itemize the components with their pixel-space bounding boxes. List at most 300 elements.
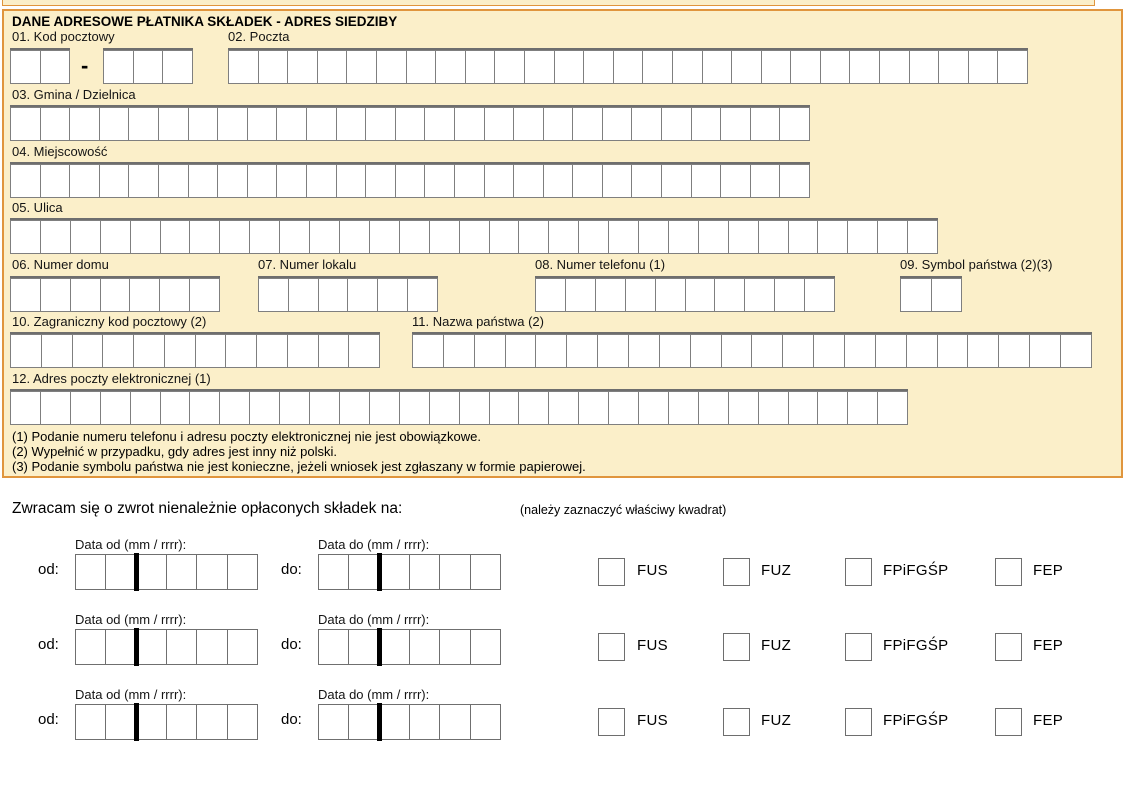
char-cell[interactable] [188,107,219,141]
field-12-cells [10,389,908,425]
char-cell[interactable] [189,220,220,254]
char-cell[interactable] [409,704,441,740]
char-cell[interactable] [968,50,999,84]
char-cell[interactable] [348,554,379,590]
char-cell[interactable] [690,334,722,368]
char-cell[interactable] [661,164,692,198]
fund-label-fpifgsp: FPiFGŚP [883,712,949,729]
char-cell[interactable] [100,220,131,254]
char-cell[interactable] [595,278,626,312]
char-cell[interactable] [256,334,288,368]
char-cell[interactable] [40,220,71,254]
char-cell[interactable] [779,107,810,141]
char-cell[interactable] [70,391,101,425]
footnote-3: (3) Podanie symbolu państwa nie jest konieczne, jeżeli wniosek jest zgłaszany w formie papierowej. [12,459,586,474]
char-cell[interactable] [721,334,753,368]
char-cell[interactable] [288,278,319,312]
char-cell[interactable] [659,334,691,368]
char-cell[interactable] [900,278,932,312]
char-cell[interactable] [844,334,876,368]
char-cell[interactable] [196,704,228,740]
char-cell[interactable] [731,50,762,84]
char-cell[interactable] [543,107,574,141]
char-cell[interactable] [909,50,940,84]
char-cell[interactable] [188,164,219,198]
char-cell[interactable] [103,50,134,84]
char-cell[interactable] [160,391,191,425]
char-cell[interactable] [774,278,805,312]
char-cell[interactable] [554,50,585,84]
char-cell[interactable] [744,278,775,312]
fund-checkbox-fuz[interactable] [723,633,750,661]
field-08-label: 08. Numer telefonu (1) [535,257,666,272]
char-cell[interactable] [847,391,878,425]
char-cell[interactable] [443,334,475,368]
char-cell[interactable] [877,220,908,254]
date-to-label: Data do (mm / rrrr): [318,537,430,552]
char-cell[interactable] [474,334,506,368]
char-cell[interactable] [378,629,410,665]
char-cell[interactable] [378,704,410,740]
fund-checkbox-fuz[interactable] [723,558,750,586]
char-cell[interactable] [10,391,41,425]
previous-section-edge [2,0,1095,6]
char-cell[interactable] [70,220,101,254]
date-to-year-cells [379,554,501,590]
char-cell[interactable] [879,50,910,84]
char-cell[interactable] [691,164,722,198]
char-cell[interactable] [228,50,259,84]
date-to-year-cells [379,704,501,740]
char-cell[interactable] [376,50,407,84]
char-cell[interactable] [489,391,520,425]
field-12-label: 12. Adres poczty elektronicznej (1) [12,371,211,386]
char-cell[interactable] [279,220,310,254]
char-cell[interactable] [40,164,71,198]
char-cell[interactable] [162,50,193,84]
char-cell[interactable] [309,220,340,254]
od-label: od: [38,711,59,728]
char-cell[interactable] [494,50,525,84]
char-cell[interactable] [424,107,455,141]
fund-label-fus: FUS [637,562,668,579]
char-cell[interactable] [406,50,437,84]
char-cell[interactable] [10,278,41,312]
char-cell[interactable] [484,107,515,141]
char-cell[interactable] [287,50,318,84]
char-cell[interactable] [306,107,337,141]
char-cell[interactable] [750,164,781,198]
char-cell[interactable] [470,629,502,665]
char-cell[interactable] [158,107,189,141]
char-cell[interactable] [412,334,444,368]
char-cell[interactable] [195,334,227,368]
char-cell[interactable] [160,220,191,254]
field-04-label: 04. Miejscowość [12,144,108,159]
footnote-2: (2) Wypełnić w przypadku, gdy adres jest inny niż polski. [12,444,338,459]
date-to-cells [318,704,501,740]
char-cell[interactable] [565,278,596,312]
char-cell[interactable] [435,50,466,84]
char-cell[interactable] [339,391,370,425]
char-cell[interactable] [790,50,821,84]
char-cell[interactable] [429,220,460,254]
char-cell[interactable] [535,334,567,368]
char-cell[interactable] [608,220,639,254]
char-cell[interactable] [820,50,851,84]
char-cell[interactable] [548,220,579,254]
char-cell[interactable] [628,334,660,368]
char-cell[interactable] [135,554,167,590]
char-cell[interactable] [365,107,396,141]
char-cell[interactable] [102,334,134,368]
char-cell[interactable] [100,391,131,425]
char-cell[interactable] [877,391,908,425]
char-cell[interactable] [602,107,633,141]
date-to-label: Data do (mm / rrrr): [318,612,430,627]
char-cell[interactable] [258,50,289,84]
char-cell[interactable] [225,334,257,368]
char-cell[interactable] [306,164,337,198]
char-cell[interactable] [75,554,106,590]
fund-checkbox-fep[interactable] [995,633,1022,661]
char-cell[interactable] [572,107,603,141]
char-cell[interactable] [1029,334,1061,368]
date-from-cells [75,704,258,740]
char-cell[interactable] [227,629,259,665]
char-cell[interactable] [318,278,349,312]
char-cell[interactable] [309,391,340,425]
field-05-cells [10,218,938,254]
char-cell[interactable] [276,107,307,141]
char-cell[interactable] [377,278,408,312]
field-03-cells [10,105,810,141]
char-cell[interactable] [702,50,733,84]
char-cell[interactable] [779,164,810,198]
char-cell[interactable] [937,334,969,368]
char-cell[interactable] [75,704,106,740]
date-divider [377,703,382,741]
do-label: do: [281,636,302,653]
char-cell[interactable] [424,164,455,198]
char-cell[interactable] [720,164,751,198]
char-cell[interactable] [804,278,835,312]
char-cell[interactable] [470,554,502,590]
fund-label-fuz: FUZ [761,637,792,654]
char-cell[interactable] [129,278,160,312]
char-cell[interactable] [967,334,999,368]
date-divider [134,703,139,741]
char-cell[interactable] [513,164,544,198]
char-cell[interactable] [642,50,673,84]
char-cell[interactable] [72,334,104,368]
char-cell[interactable] [347,278,378,312]
char-cell[interactable] [518,220,549,254]
char-cell[interactable] [10,164,41,198]
field-08-cells [535,276,835,312]
char-cell[interactable] [535,278,566,312]
char-cell[interactable] [105,554,136,590]
char-cell[interactable] [219,220,250,254]
fund-checkbox-fus[interactable] [598,633,625,661]
char-cell[interactable] [10,334,42,368]
char-cell[interactable] [875,334,907,368]
char-cell[interactable] [249,220,280,254]
char-cell[interactable] [276,164,307,198]
char-cell[interactable] [489,220,520,254]
char-cell[interactable] [133,50,164,84]
char-cell[interactable] [906,334,938,368]
char-cell[interactable] [10,220,41,254]
char-cell[interactable] [454,164,485,198]
char-cell[interactable] [668,220,699,254]
char-cell[interactable] [69,107,100,141]
char-cell[interactable] [159,278,190,312]
field-05-label: 05. Ulica [12,200,63,215]
char-cell[interactable] [439,554,471,590]
char-cell[interactable] [318,334,350,368]
char-cell[interactable] [578,391,609,425]
char-cell[interactable] [317,50,348,84]
char-cell[interactable] [348,629,379,665]
char-cell[interactable] [597,334,629,368]
char-cell[interactable] [613,50,644,84]
char-cell[interactable] [505,334,537,368]
char-cell[interactable] [454,107,485,141]
char-cell[interactable] [720,107,751,141]
char-cell[interactable] [128,164,159,198]
char-cell[interactable] [346,50,377,84]
char-cell[interactable] [395,107,426,141]
char-cell[interactable] [691,107,722,141]
char-cell[interactable] [130,220,161,254]
char-cell[interactable] [459,391,490,425]
char-cell[interactable] [470,704,502,740]
char-cell[interactable] [817,220,848,254]
fund-checkbox-fus[interactable] [598,558,625,586]
char-cell[interactable] [247,164,278,198]
fund-label-fus: FUS [637,637,668,654]
char-cell[interactable] [513,107,544,141]
fund-label-fuz: FUZ [761,562,792,579]
char-cell[interactable] [439,704,471,740]
char-cell[interactable] [698,220,729,254]
fund-checkbox-fuz[interactable] [723,708,750,736]
char-cell[interactable] [931,278,963,312]
char-cell[interactable] [339,220,370,254]
char-cell[interactable] [566,334,598,368]
char-cell[interactable] [672,50,703,84]
char-cell[interactable] [279,391,310,425]
char-cell[interactable] [287,334,319,368]
char-cell[interactable] [998,334,1030,368]
char-cell[interactable] [439,629,471,665]
char-cell[interactable] [69,164,100,198]
char-cell[interactable] [348,704,379,740]
char-cell[interactable] [782,334,814,368]
char-cell[interactable] [728,220,759,254]
char-cell[interactable] [166,704,198,740]
char-cell[interactable] [378,554,410,590]
char-cell[interactable] [189,391,220,425]
char-cell[interactable] [625,278,656,312]
char-cell[interactable] [227,554,259,590]
char-cell[interactable] [849,50,880,84]
char-cell[interactable] [608,391,639,425]
char-cell[interactable] [907,220,938,254]
char-cell[interactable] [365,164,396,198]
char-cell[interactable] [318,554,349,590]
char-cell[interactable] [336,107,367,141]
char-cell[interactable] [465,50,496,84]
char-cell[interactable] [750,107,781,141]
fund-checkbox-fpifgsp[interactable] [845,558,872,586]
char-cell[interactable] [217,164,248,198]
char-cell[interactable] [407,278,438,312]
fund-checkbox-fpifgsp[interactable] [845,708,872,736]
char-cell[interactable] [758,220,789,254]
od-label: od: [38,561,59,578]
do-label: do: [281,561,302,578]
char-cell[interactable] [602,164,633,198]
date-to-month-cells [318,629,379,665]
char-cell[interactable] [847,220,878,254]
char-cell[interactable] [40,278,71,312]
char-cell[interactable] [10,107,41,141]
fund-checkbox-fus[interactable] [598,708,625,736]
char-cell[interactable] [318,629,349,665]
char-cell[interactable] [196,629,228,665]
field-11-cells [412,332,1092,368]
char-cell[interactable] [631,164,662,198]
char-cell[interactable] [70,278,101,312]
char-cell[interactable] [135,629,167,665]
char-cell[interactable] [484,164,515,198]
char-cell[interactable] [524,50,555,84]
char-cell[interactable] [336,164,367,198]
char-cell[interactable] [189,278,220,312]
char-cell[interactable] [99,107,130,141]
date-divider [377,628,382,666]
field-02-cells [228,48,1028,84]
char-cell[interactable] [99,164,130,198]
do-label: do: [281,711,302,728]
char-cell[interactable] [817,391,848,425]
char-cell[interactable] [130,391,161,425]
char-cell[interactable] [631,107,662,141]
char-cell[interactable] [158,164,189,198]
char-cell[interactable] [938,50,969,84]
char-cell[interactable] [638,220,669,254]
char-cell[interactable] [10,50,41,84]
footnote-1: (1) Podanie numeru telefonu i adresu poczty elektronicznej nie jest obowiązkowe. [12,429,481,444]
field-06-cells [10,276,220,312]
char-cell[interactable] [133,334,165,368]
char-cell[interactable] [128,107,159,141]
char-cell[interactable] [583,50,614,84]
char-cell[interactable] [714,278,745,312]
char-cell[interactable] [409,554,441,590]
char-cell[interactable] [728,391,759,425]
char-cell[interactable] [369,220,400,254]
char-cell[interactable] [219,391,250,425]
char-cell[interactable] [409,629,441,665]
char-cell[interactable] [813,334,845,368]
fund-label-fus: FUS [637,712,668,729]
char-cell[interactable] [638,391,669,425]
char-cell[interactable] [369,391,400,425]
char-cell[interactable] [578,220,609,254]
char-cell[interactable] [543,164,574,198]
date-from-cells [75,554,258,590]
char-cell[interactable] [655,278,686,312]
fund-checkbox-fep[interactable] [995,558,1022,586]
char-cell[interactable] [196,554,228,590]
char-cell[interactable] [788,220,819,254]
char-cell[interactable] [698,391,729,425]
char-cell[interactable] [41,334,73,368]
char-cell[interactable] [997,50,1028,84]
char-cell[interactable] [75,629,106,665]
char-cell[interactable] [164,334,196,368]
char-cell[interactable] [1060,334,1092,368]
date-divider [134,553,139,591]
char-cell[interactable] [429,391,460,425]
char-cell[interactable] [166,554,198,590]
char-cell[interactable] [217,107,248,141]
char-cell[interactable] [399,220,430,254]
date-from-month-cells [75,629,136,665]
field-06-label: 06. Numer domu [12,257,109,272]
date-to-month-cells [318,704,379,740]
char-cell[interactable] [348,334,380,368]
char-cell[interactable] [227,704,259,740]
char-cell[interactable] [758,391,789,425]
char-cell[interactable] [105,704,136,740]
char-cell[interactable] [318,704,349,740]
char-cell[interactable] [685,278,716,312]
char-cell[interactable] [761,50,792,84]
fund-label-fuz: FUZ [761,712,792,729]
char-cell[interactable] [518,391,549,425]
char-cell[interactable] [166,629,198,665]
char-cell[interactable] [459,220,490,254]
char-cell[interactable] [40,391,71,425]
fund-checkbox-fpifgsp[interactable] [845,633,872,661]
char-cell[interactable] [40,107,71,141]
char-cell[interactable] [258,278,289,312]
char-cell[interactable] [661,107,692,141]
claim-row-1 [0,537,1134,599]
char-cell[interactable] [548,391,579,425]
char-cell[interactable] [395,164,426,198]
char-cell[interactable] [247,107,278,141]
fund-checkbox-fep[interactable] [995,708,1022,736]
date-from-label: Data od (mm / rrrr): [75,537,187,552]
char-cell[interactable] [249,391,280,425]
char-cell[interactable] [751,334,783,368]
od-label: od: [38,636,59,653]
char-cell[interactable] [399,391,430,425]
char-cell[interactable] [788,391,819,425]
char-cell[interactable] [135,704,167,740]
char-cell[interactable] [100,278,131,312]
char-cell[interactable] [105,629,136,665]
field-01-cells-right [103,48,193,84]
char-cell[interactable] [668,391,699,425]
char-cell[interactable] [40,50,71,84]
char-cell[interactable] [572,164,603,198]
